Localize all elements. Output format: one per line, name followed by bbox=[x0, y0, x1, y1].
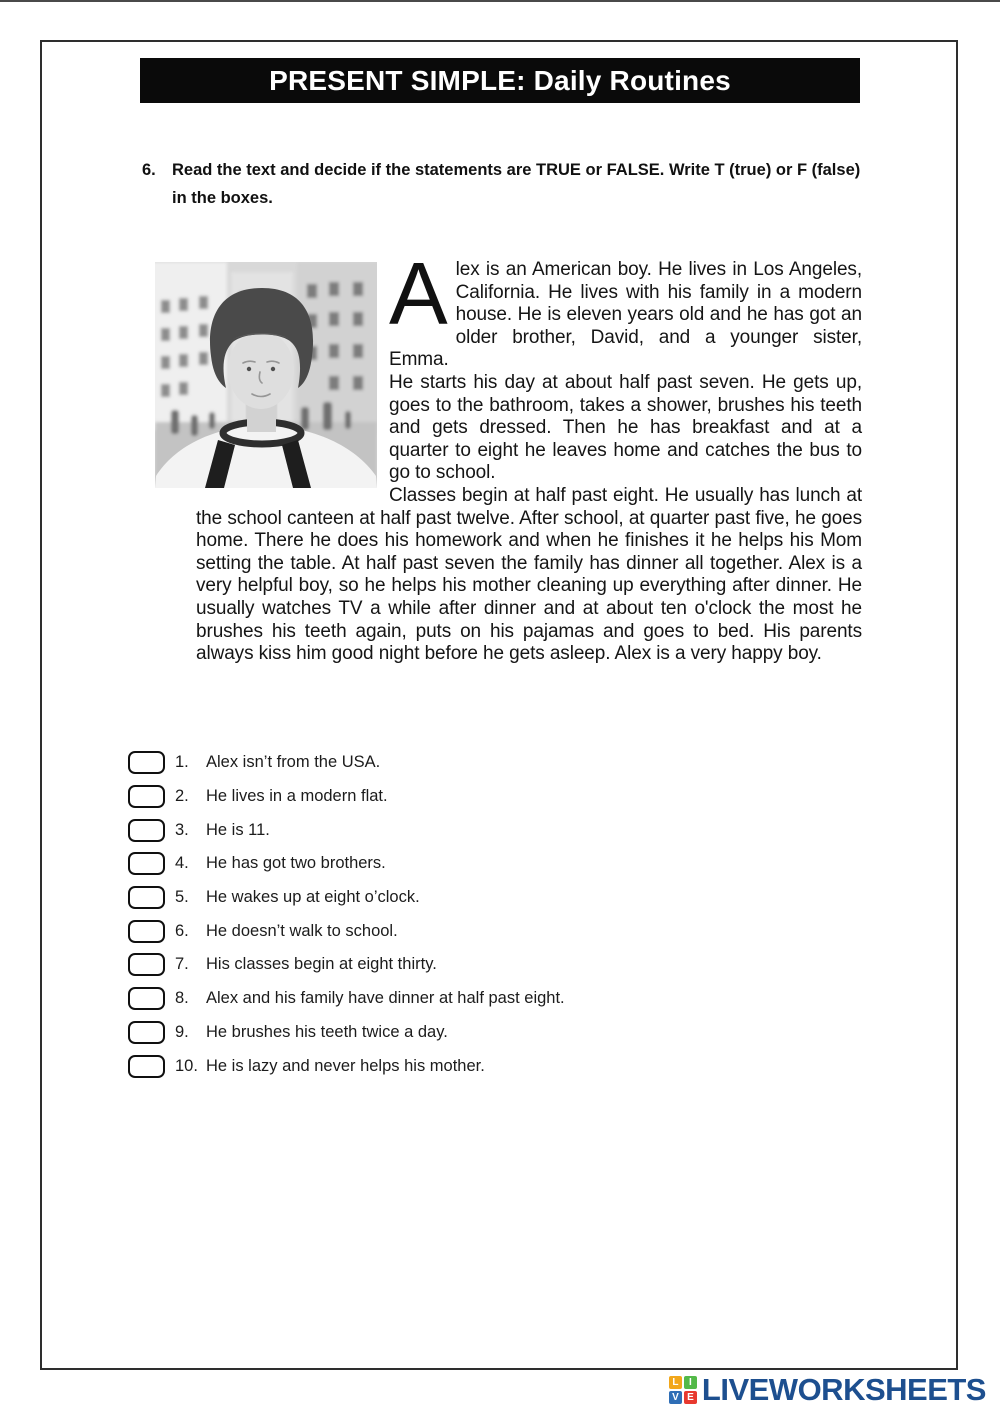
statement-row-1 bbox=[128, 746, 565, 780]
statement-text: He is lazy and never helps his mother. bbox=[206, 1056, 485, 1075]
worksheet-border-frame bbox=[40, 40, 958, 1370]
statement-row-10 bbox=[128, 1049, 565, 1083]
statement-row-2 bbox=[128, 780, 565, 814]
statement-row-8 bbox=[128, 982, 565, 1016]
title-banner bbox=[140, 58, 860, 103]
scan-edge-line bbox=[0, 0, 1000, 2]
statement-text: He doesn’t walk to school. bbox=[206, 921, 398, 940]
tf-answer-box-8[interactable] bbox=[128, 987, 165, 1010]
page-title: PRESENT SIMPLE: Daily Routines bbox=[269, 64, 731, 96]
statement-row-5 bbox=[128, 881, 565, 915]
statement-number: 9. bbox=[175, 1022, 189, 1041]
statement-number: 6. bbox=[175, 921, 189, 940]
statement-row-6 bbox=[128, 914, 565, 948]
statements-list bbox=[128, 746, 565, 1083]
liveworksheets-wordmark: LIVEWORKSHEETS bbox=[701, 1372, 986, 1407]
statement-text: He is 11. bbox=[206, 820, 270, 839]
tf-answer-box-3[interactable] bbox=[128, 819, 165, 842]
statement-text: He has got two brothers. bbox=[206, 854, 386, 873]
statement-row-9 bbox=[128, 1016, 565, 1050]
logo-tile-i: I bbox=[684, 1376, 697, 1389]
boy-photo-illustration bbox=[155, 262, 377, 488]
logo-tile-l: L bbox=[669, 1376, 682, 1389]
logo-tile-e: E bbox=[684, 1391, 697, 1404]
tf-answer-box-4[interactable] bbox=[128, 852, 165, 875]
statement-number: 3. bbox=[175, 820, 189, 839]
statement-row-4 bbox=[128, 847, 565, 881]
logo-tile-v: V bbox=[669, 1391, 682, 1404]
reading-passage bbox=[196, 244, 862, 666]
statement-number: 10. bbox=[175, 1056, 198, 1075]
passage-paragraph-3: Classes begin at half past eight. He usually has lunch at the school canteen at half past twelve. After school, at quarter past five, he goes home. There he does his homework and when he finishes it he helps his Mom setting the table. At half past seven the family has dinner all together. Alex is a very helpful boy, so he helps his mother cleaning up everything after dinner. He usually watches TV a while after dinner and at about ten o'clock the most he brushes his teeth again, puts on his pajamas and goes to bed. His parents always kiss him good night before he gets asleep. Alex is a very happy boy. bbox=[196, 484, 862, 665]
statement-text: He lives in a modern flat. bbox=[206, 787, 388, 806]
statement-number: 4. bbox=[175, 854, 189, 873]
passage-paragraph-1: Alex is an American boy. He lives in Los Angeles, California. He lives with his family in a modern house. He is eleven years old and he has got an older brother, David, and a younger sister, Emma. bbox=[389, 244, 862, 371]
statement-text: His classes begin at eight thirty. bbox=[206, 955, 437, 974]
statement-number: 1. bbox=[175, 753, 189, 772]
statement-number: 2. bbox=[175, 787, 189, 806]
tf-answer-box-1[interactable] bbox=[128, 751, 165, 774]
tf-answer-box-5[interactable] bbox=[128, 886, 165, 909]
tf-answer-box-2[interactable] bbox=[128, 785, 165, 808]
boy-photo bbox=[155, 262, 377, 488]
exercise-instruction bbox=[142, 156, 864, 212]
statement-text: Alex and his family have dinner at half past eight. bbox=[206, 989, 565, 1008]
statement-number: 5. bbox=[175, 888, 189, 907]
tf-answer-box-10[interactable] bbox=[128, 1055, 165, 1078]
tf-answer-box-9[interactable] bbox=[128, 1021, 165, 1044]
statement-row-3 bbox=[128, 813, 565, 847]
statement-number: 8. bbox=[175, 989, 189, 1008]
statement-row-7 bbox=[128, 948, 565, 982]
exercise-instruction-text: Read the text and decide if the statements are TRUE or FALSE. Write T (true) or F (false) in the boxes. bbox=[172, 161, 861, 207]
tf-answer-box-6[interactable] bbox=[128, 920, 165, 943]
exercise-number: 6. bbox=[142, 161, 156, 179]
liveworksheets-watermark bbox=[669, 1371, 986, 1409]
statement-text: He wakes up at eight o’clock. bbox=[206, 888, 420, 907]
statement-text: He brushes his teeth twice a day. bbox=[206, 1022, 448, 1041]
statement-text: Alex isn’t from the USA. bbox=[206, 753, 381, 772]
tf-answer-box-7[interactable] bbox=[128, 953, 165, 976]
statement-number: 7. bbox=[175, 955, 189, 974]
liveworksheets-logo-icon bbox=[669, 1376, 697, 1404]
passage-paragraph-2: He starts his day at about half past seven. He gets up, goes to the bathroom, takes a shower, brushes his teeth and gets dressed. Then he has breakfast and at a quarter to eight he leaves home and catches the bus to go to school. bbox=[389, 371, 862, 484]
